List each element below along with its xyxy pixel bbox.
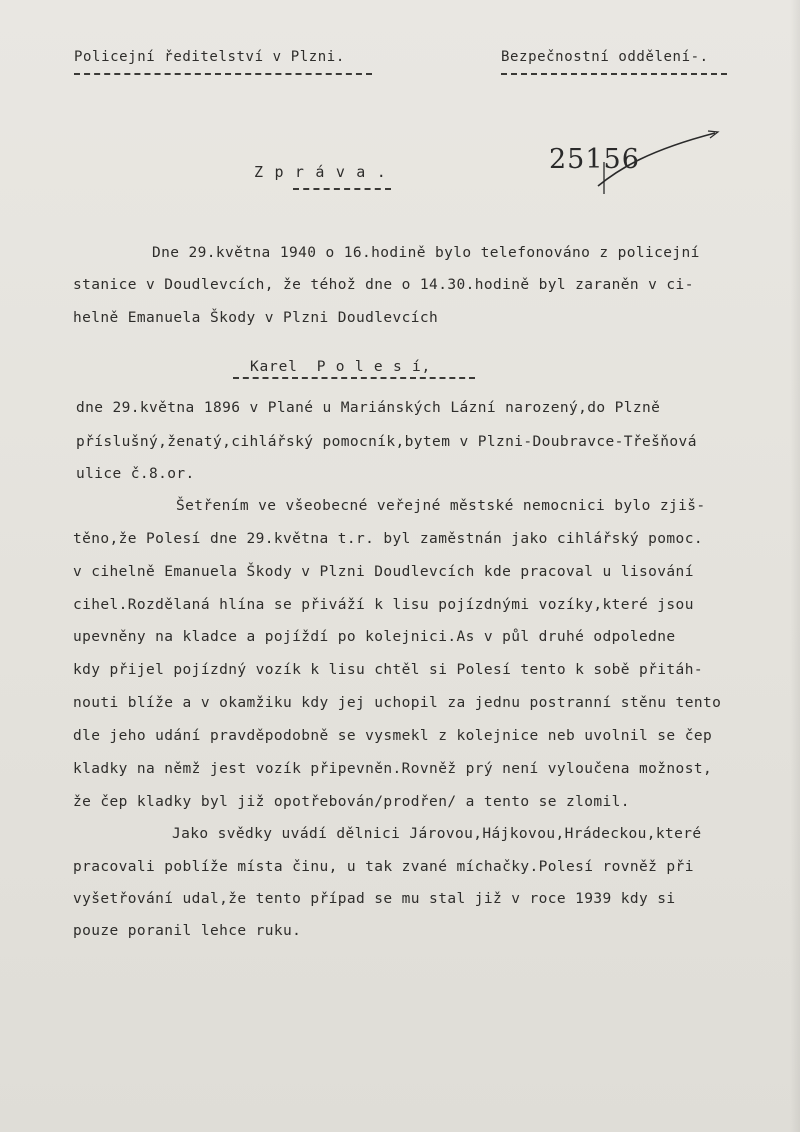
paragraph-3-line-8: dle jeho udání pravděpodobně se vysmekl z kolejnice neb uvolnil se čep (73, 728, 713, 744)
paragraph-1-line-3: helně Emanuela Škody v Plzni Doudlevcích (73, 310, 439, 326)
stamp-number: 25156 (549, 144, 640, 175)
paragraph-3-line-3: v cihelně Emanuela Škody v Plzni Doudlevcích kde pracoval u lisování (73, 564, 694, 580)
header-right-text: Bezpečnostní oddělení-. (501, 49, 709, 65)
paragraph-3-line-7: nouti blíže a v okamžiku kdy jej uchopil za jednu postranní stěnu tento (73, 695, 722, 711)
paragraph-3-line-6: kdy přijel pojízdný vozík k lisu chtěl si Polesí tento k sobě přitáh- (73, 662, 703, 678)
paragraph-4-line-3: vyšetřování udal,že tento případ se mu stal již v roce 1939 kdy si (73, 891, 676, 907)
paragraph-3-line-9: kladky na němž jest vozík připevněn.Rovněž prý není vyloučena možnost, (73, 761, 713, 777)
header-right-underline (501, 73, 727, 75)
person-name-underline (233, 377, 475, 379)
paragraph-3-line-5: upevněny na kladce a pojíždí po kolejnici.As v půl druhé odpoledne (73, 629, 676, 645)
paragraph-4-line-2: pracovali poblíže místa činu, u tak zvané míchačky.Polesí rovněž při (73, 859, 694, 875)
paragraph-3-line-4: cihel.Rozdělaná hlína se přiváží k lisu pojízdnými vozíky,které jsou (73, 597, 694, 613)
paragraph-2-line-1: dne 29.května 1896 v Plané u Mariánských Lázní narozený,do Plzně (76, 400, 661, 416)
paragraph-1-line-2: stanice v Doudlevcích, že téhož dne o 14.30.hodině byl zaraněn v ci- (73, 277, 694, 293)
title-underline (293, 188, 391, 190)
header-left-text: Policejní ředitelství v Plzni. (74, 49, 345, 65)
paragraph-4-line-4: pouze poranil lehce ruku. (73, 923, 302, 939)
document-title: Z p r á v a . (254, 163, 387, 181)
pen-stroke-mark (590, 128, 730, 203)
paragraph-3-line-1: Šetřením ve všeobecné veřejné městské nemocnici bylo zjiš- (176, 498, 706, 514)
header-left-underline (74, 73, 372, 75)
person-name: Karel P o l e s í, (250, 359, 432, 375)
paragraph-4-line-1: Jako svědky uvádí dělnici Járovou,Hájkovou,Hrádeckou,které (172, 826, 702, 842)
paragraph-3-line-2: těno,že Polesí dne 29.května t.r. byl zaměstnán jako cihlářský pomoc. (73, 531, 703, 547)
page-edge-shadow (790, 0, 800, 1132)
paragraph-2-line-2: příslušný,ženatý,cihlářský pomocník,bytem v Plzni-Doubravce-Třešňová (76, 434, 697, 450)
paragraph-1-line-1: Dne 29.května 1940 o 16.hodině bylo telefonováno z policejní (152, 245, 700, 261)
paragraph-2-line-3: ulice č.8.or. (76, 466, 195, 482)
paragraph-3-line-10: že čep kladky byl již opotřebován/prodřen/ a tento se zlomil. (73, 794, 630, 810)
